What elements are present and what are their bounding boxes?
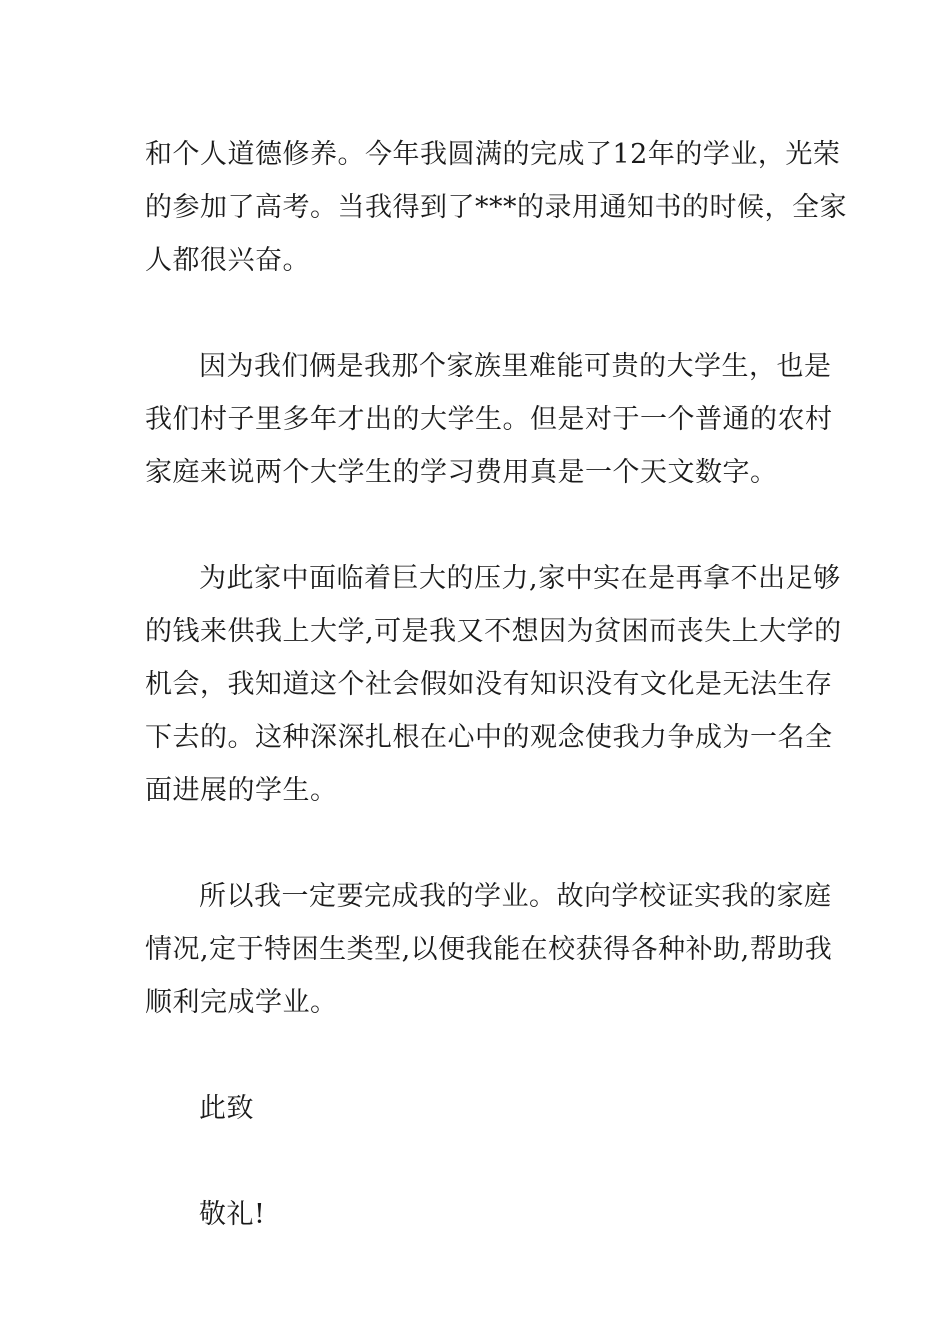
paragraph-gap [145, 499, 807, 552]
text-line: 因为我们俩是我那个家族里难能可贵的大学生，也是 [199, 351, 832, 382]
text-line: 下去的。这种深深扎根在心中的观念使我力争成为一名全 [145, 722, 833, 753]
paragraph-gap [145, 1029, 807, 1082]
text-line: 家庭来说两个大学生的学习费用真是一个天文数字。 [145, 457, 778, 488]
text-line: 的钱来供我上大学,可是我又不想因为贫困而丧失上大学的 [145, 616, 842, 647]
text-line: 机会，我知道这个社会假如没有知识没有文化是无法生存 [145, 669, 833, 700]
closing-regards: 敬礼! [199, 1199, 266, 1230]
text-line: 为此家中面临着巨大的压力,家中实在是再拿不出足够 [199, 563, 841, 594]
text-line: 面进展的学生。 [145, 775, 338, 806]
paragraph-4 [145, 870, 833, 1029]
letter-body [145, 128, 847, 1241]
text-line: 顺利完成学业。 [145, 987, 338, 1018]
closing-salutation: 此致 [199, 1093, 254, 1124]
text-line: 的参加了高考。当我得到了***的录用通知书的时候，全家 [145, 192, 847, 223]
text-line: 和个人道德修养。今年我圆满的完成了12年的学业，光荣 [145, 139, 841, 170]
text-line: 我们村子里多年才出的大学生。但是对于一个普通的农村 [145, 404, 833, 435]
paragraph-gap [145, 287, 807, 340]
text-line: 人都很兴奋。 [145, 245, 310, 276]
paragraph-gap [145, 1135, 807, 1188]
text-line: 情况,定于特困生类型,以便我能在校获得各种补助,帮助我 [145, 934, 833, 965]
paragraph-gap [145, 817, 807, 870]
paragraph-3 [145, 552, 842, 817]
paragraph-2 [145, 340, 833, 499]
paragraph-1 [145, 128, 847, 287]
text-line: 所以我一定要完成我的学业。故向学校证实我的家庭 [199, 881, 832, 912]
